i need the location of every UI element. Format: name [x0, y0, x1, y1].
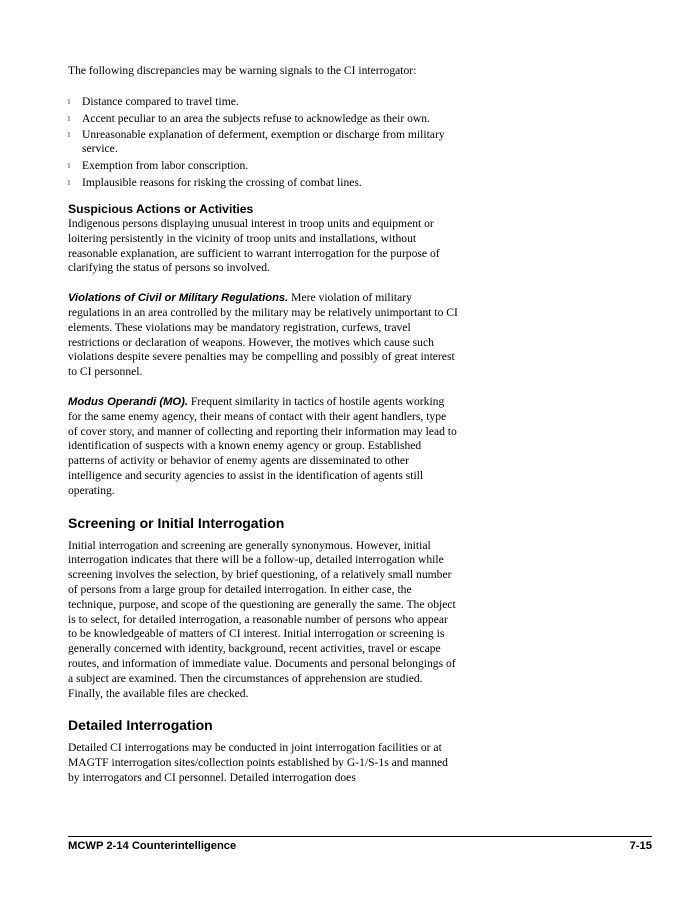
list-item: l Distance compared to travel time. — [68, 94, 239, 108]
page-content — [68, 64, 458, 786]
footer-publication-title: MCWP 2-14 Counterintelligence — [68, 840, 237, 852]
list-item: l Accent peculiar to an area the subjects refuse to acknowledge as their own. — [68, 111, 430, 125]
screening-heading: Screening or Initial Interrogation — [68, 514, 285, 531]
modus-operandi-run-in-heading: Modus Operandi (MO). — [68, 395, 188, 408]
modus-operandi-text: Frequent similarity in tactics of hostile agents working for the same enemy agency, their means of contact with their agent handlers, type of cover story, and manner of collecting and reporting their information may lead to identification of suspects with a known enemy agency or group. Established patterns of activity or behavior of enemy agents are disseminated to other intelligence and security agencies to assist in the identification of agents still operating. — [68, 394, 457, 497]
violations-text: Mere violation of military regulations in an area controlled by the military may be relatively unimportant to CI elements. These violations may be mandatory registration, curfews, travel restrictions or declaration of weapons. However, the motives which cause such violations despite severe penalties may be compelling and possibly of great interest to CI personnel. — [68, 291, 458, 379]
intro-paragraph: The following discrepancies may be warning signals to the CI interrogator: — [68, 64, 417, 77]
list-item: l Unreasonable explanation of deferment, exemption or discharge from military service. — [68, 128, 445, 156]
list-item: l Exemption from labor conscription. — [68, 159, 249, 173]
footer-page-number: 7-15 — [629, 840, 652, 852]
violations-paragraph — [68, 291, 458, 380]
suspicious-actions-heading: Suspicious Actions or Activities — [68, 202, 254, 217]
bullet-icon: l — [68, 162, 70, 171]
violations-run-in-heading: Violations of Civil or Military Regulations. — [68, 292, 289, 305]
detailed-interrogation-heading: Detailed Interrogation — [68, 717, 213, 734]
page-footer — [68, 836, 652, 853]
discrepancy-list — [68, 95, 458, 190]
bullet-icon: l — [68, 97, 70, 106]
bullet-icon: l — [68, 114, 70, 123]
suspicious-actions-paragraph: Indigenous persons displaying unusual interest in troop units and equipment or loitering persistently in the vicinity of troop units and installations, without reasonable explanation, are sufficient to warrant interrogation for the purpose of clarifying the status of persons so involved. — [68, 217, 440, 275]
screening-paragraph: Initial interrogation and screening are generally synonymous. However, initial interrogation indicates that there will be a follow-up, detailed interrogation while screening involves the selection, by brief questioning, of a relatively small number of persons from a large group for detailed interrogation. In either case, the technique, purpose, and scope of the questioning are generally the same. The object is to select, for detailed interrogation, a reasonable number of persons who appear to be knowledgeable of matters of CI interest. Initial interrogation or screening is generally concerned with identity, background, recent activities, travel or escape routes, and information of immediate value. Documents and personal belongings of a subject are examined. Then the circumstances of apprehension are studied. Finally, the available files are checked. — [68, 538, 456, 700]
bullet-icon: l — [68, 178, 70, 187]
list-item: l Implausible reasons for risking the crossing of combat lines. — [68, 175, 362, 189]
detailed-interrogation-paragraph: Detailed CI interrogations may be conducted in joint interrogation facilities or at MAGTF interrogation sites/collection points established by G-1/S-1s and manned by interrogators and CI personnel. Detailed interrogation does — [68, 741, 448, 784]
bullet-icon: l — [68, 131, 70, 140]
modus-operandi-paragraph — [68, 395, 458, 499]
